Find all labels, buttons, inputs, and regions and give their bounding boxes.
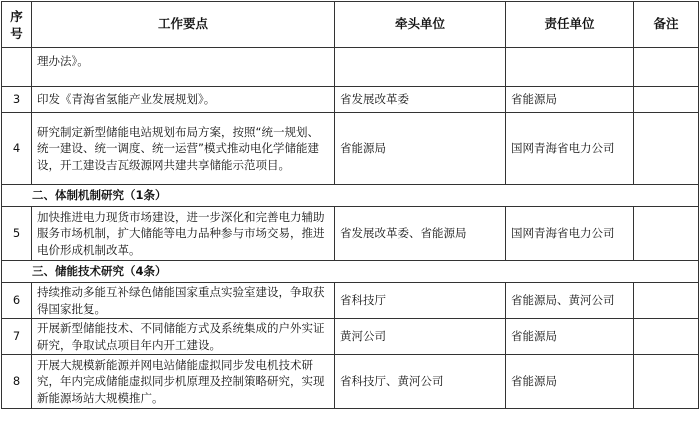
header-row	[2, 2, 699, 48]
row-content: 研究制定新型储能电站规划布局方案，按照“统一规划、统一建设、统一调度、统一运营”模式推动电化学储能建设，开工建设吉瓦级源网共建共享储能示范项目。	[32, 113, 335, 185]
row-content: 印发《青海省氢能产业发展规划》。	[32, 87, 335, 113]
table-row	[2, 48, 699, 87]
table-row	[2, 207, 699, 261]
row-lead: 省科技厅	[335, 283, 506, 319]
row-no	[2, 48, 32, 87]
row-content: 开展新型储能技术、不同储能方式及系统集成的户外实证研究，争取试点项目年内开工建设。	[32, 319, 335, 355]
section-heading: 二、体制机制研究（1条）	[2, 185, 699, 207]
header-seq	[2, 2, 32, 48]
work-plan-table	[1, 1, 699, 409]
row-resp	[506, 48, 634, 87]
header-lead: 牵头单位	[335, 2, 506, 48]
table-row	[2, 87, 699, 113]
row-resp: 省能源局、黄河公司	[506, 283, 634, 319]
row-lead: 省能源局	[335, 113, 506, 185]
row-lead: 黄河公司	[335, 319, 506, 355]
row-lead: 省发展改革委、省能源局	[335, 207, 506, 261]
row-note	[634, 207, 699, 261]
table-row	[2, 283, 699, 319]
section-heading: 三、储能技术研究（4条）	[2, 261, 699, 283]
row-lead: 省发展改革委	[335, 87, 506, 113]
section-row	[2, 185, 699, 207]
section-row	[2, 261, 699, 283]
row-lead: 省科技厅、黄河公司	[335, 355, 506, 409]
row-no: 4	[2, 113, 32, 185]
header-work: 工作要点	[32, 2, 335, 48]
row-content: 持续推动多能互补绿色储能国家重点实验室建设，争取获得国家批复。	[32, 283, 335, 319]
row-resp: 省能源局	[506, 319, 634, 355]
row-resp: 国网青海省电力公司	[506, 207, 634, 261]
row-note	[634, 113, 699, 185]
header-note: 备注	[634, 2, 699, 48]
row-no: 5	[2, 207, 32, 261]
row-no: 8	[2, 355, 32, 409]
row-resp: 国网青海省电力公司	[506, 113, 634, 185]
table-row	[2, 355, 699, 409]
row-note	[634, 87, 699, 113]
row-no: 6	[2, 283, 32, 319]
row-note	[634, 319, 699, 355]
row-note	[634, 48, 699, 87]
row-note	[634, 283, 699, 319]
header-seq-line1: 序	[10, 8, 23, 24]
table-row	[2, 319, 699, 355]
header-seq-line2: 号	[10, 25, 23, 41]
row-no: 7	[2, 319, 32, 355]
header-resp: 责任单位	[506, 2, 634, 48]
row-resp: 省能源局	[506, 87, 634, 113]
table-row	[2, 113, 699, 185]
row-content: 开展大规模新能源并网电站储能虚拟同步发电机技术研究，年内完成储能虚拟同步机原理及控制策略研究，实现新能源场站大规模推广。	[32, 355, 335, 409]
row-content: 加快推进电力现货市场建设，进一步深化和完善电力辅助服务市场机制，扩大储能等电力品种参与市场交易，推进电价形成机制改革。	[32, 207, 335, 261]
row-no: 3	[2, 87, 32, 113]
row-content: 理办法》。	[32, 48, 335, 87]
row-note	[634, 355, 699, 409]
row-resp: 省能源局	[506, 355, 634, 409]
row-lead	[335, 48, 506, 87]
